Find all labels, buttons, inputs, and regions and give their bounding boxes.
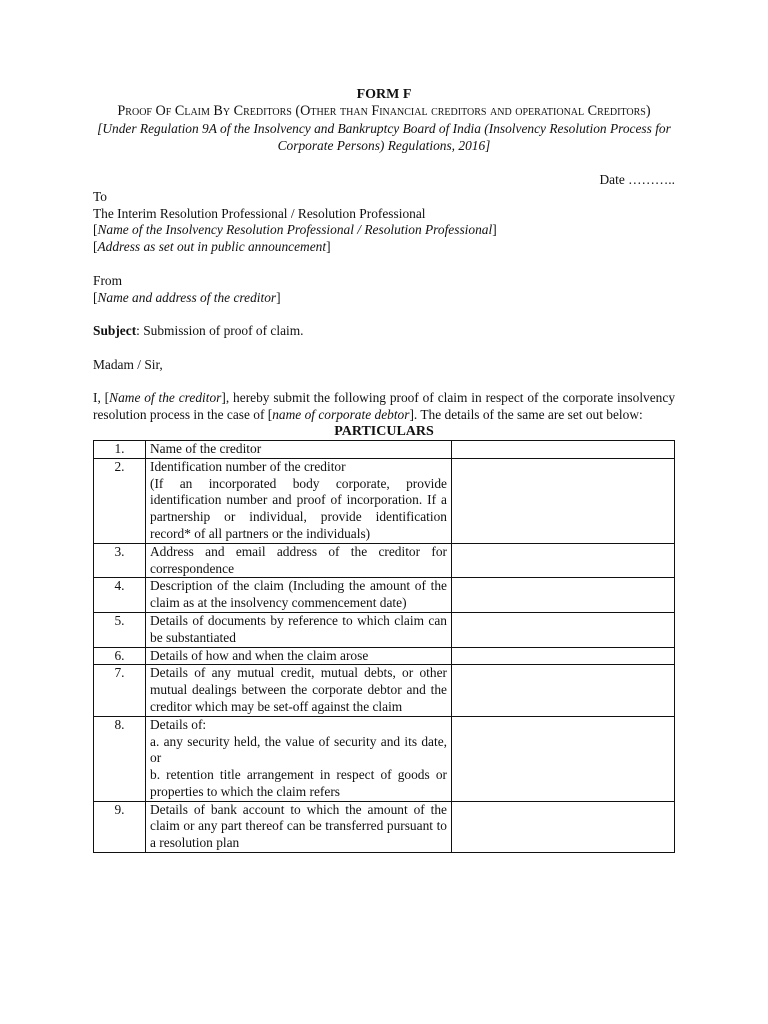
form-page <box>93 86 675 853</box>
row-description-line: Details of any mutual credit, mutual debts, or other mutual dealings between the corporate debtor and the creditor which may be set-off against the claim <box>150 665 447 714</box>
row-value-cell[interactable] <box>452 440 675 458</box>
row-description-line: b. retention title arrangement in respect of goods or properties to which the claim refers <box>150 767 447 799</box>
particulars-table <box>93 440 675 853</box>
salutation: Madam / Sir, <box>93 356 163 372</box>
from-label: From <box>93 272 123 288</box>
body-paragraph <box>93 390 675 424</box>
row-description <box>146 458 452 543</box>
row-description <box>146 578 452 613</box>
row-number: 9. <box>94 801 146 852</box>
row-number: 2. <box>94 458 146 543</box>
row-description-line: a. any security held, the value of security and its date, or <box>150 733 447 766</box>
from-placeholder: Name and address of the creditor <box>97 289 277 305</box>
table-row <box>94 612 675 647</box>
row-value-cell[interactable] <box>452 647 675 665</box>
to-name: [Name of the Insolvency Resolution Professional / Resolution Professional] <box>93 222 497 238</box>
row-number: 6. <box>94 647 146 665</box>
row-value-cell[interactable] <box>452 578 675 613</box>
table-row <box>94 578 675 613</box>
table-row <box>94 716 675 801</box>
from-line: [Name and address of the creditor] <box>93 289 281 305</box>
row-value-cell[interactable] <box>452 801 675 852</box>
to-label: To <box>93 188 107 204</box>
row-description <box>146 665 452 716</box>
row-description-line: Name of the creditor <box>150 440 262 456</box>
table-row <box>94 665 675 716</box>
row-value-cell[interactable] <box>452 543 675 578</box>
row-description <box>146 440 452 458</box>
date-label: Date ……….. <box>599 172 675 187</box>
body-part2: ], hereby submit the following proof of claim in respect of the corporate insolvency resolution process in the case of [ <box>93 390 676 423</box>
to-line1: The Interim Resolution Professional / Resolution Professional <box>93 205 426 221</box>
table-row <box>94 458 675 543</box>
row-value-cell[interactable] <box>452 612 675 647</box>
subject-label: Subject <box>93 323 137 339</box>
row-number: 8. <box>94 716 146 801</box>
form-regulation: [Under Regulation 9A of the Insolvency and Bankruptcy Board of India (Insolvency Resolution Process for Corporate Persons) Regulations, 2016] <box>97 121 671 153</box>
to-address-placeholder: Address as set out in public announcement <box>97 239 327 255</box>
row-description <box>146 612 452 647</box>
row-description-line: Description of the claim (Including the amount of the claim as at the insolvency commencement date) <box>150 578 447 611</box>
from-block <box>93 273 675 307</box>
body-part3: ]. The details of the same are set out below: <box>409 407 643 423</box>
table-row <box>94 801 675 852</box>
debtor-placeholder: name of corporate debtor <box>272 407 410 423</box>
row-value-cell[interactable] <box>452 665 675 716</box>
row-number: 7. <box>94 665 146 716</box>
row-description <box>146 543 452 578</box>
creditor-placeholder: Name of the creditor <box>109 390 222 406</box>
row-number: 1. <box>94 440 146 458</box>
to-name-placeholder: Name of the Insolvency Resolution Professional / Resolution Professional <box>97 222 493 238</box>
row-description-line: Details of: <box>150 716 207 732</box>
row-description <box>146 801 452 852</box>
row-description-line: Address and email address of the creditor for correspondence <box>150 543 447 576</box>
row-value-cell[interactable] <box>452 458 675 543</box>
form-subtitle: Proof Of Claim By Creditors (Other than Financial creditors and operational Creditors) <box>117 103 651 119</box>
to-address: [Address as set out in public announcement] <box>93 239 331 255</box>
form-title: FORM F <box>356 87 412 102</box>
row-value-cell[interactable] <box>452 716 675 801</box>
row-description-line: (If an incorporated body corporate, provide identification number and proof of incorporation. If a partnership or individual, provide identification record* of all partners or the individuals) <box>150 475 447 541</box>
row-number: 5. <box>94 612 146 647</box>
row-number: 3. <box>94 543 146 578</box>
particulars-title: PARTICULARS <box>334 423 434 439</box>
subject-text: : Submission of proof of claim. <box>136 323 304 339</box>
row-number: 4. <box>94 578 146 613</box>
body-part1: I, [ <box>93 390 110 406</box>
table-row <box>94 647 675 665</box>
table-row <box>94 440 675 458</box>
row-description-line: Details of bank account to which the amount of the claim or any part thereof can be transferred pursuant to a resolution plan <box>150 801 447 851</box>
row-description <box>146 716 452 801</box>
subject-line <box>93 323 675 340</box>
row-description-line: Identification number of the creditor <box>150 458 346 474</box>
to-block <box>93 189 675 256</box>
row-description-line: Details of how and when the claim arose <box>150 647 369 663</box>
table-row <box>94 543 675 578</box>
row-description-line: Details of documents by reference to which claim can be substantiated <box>150 612 447 645</box>
row-description <box>146 647 452 665</box>
